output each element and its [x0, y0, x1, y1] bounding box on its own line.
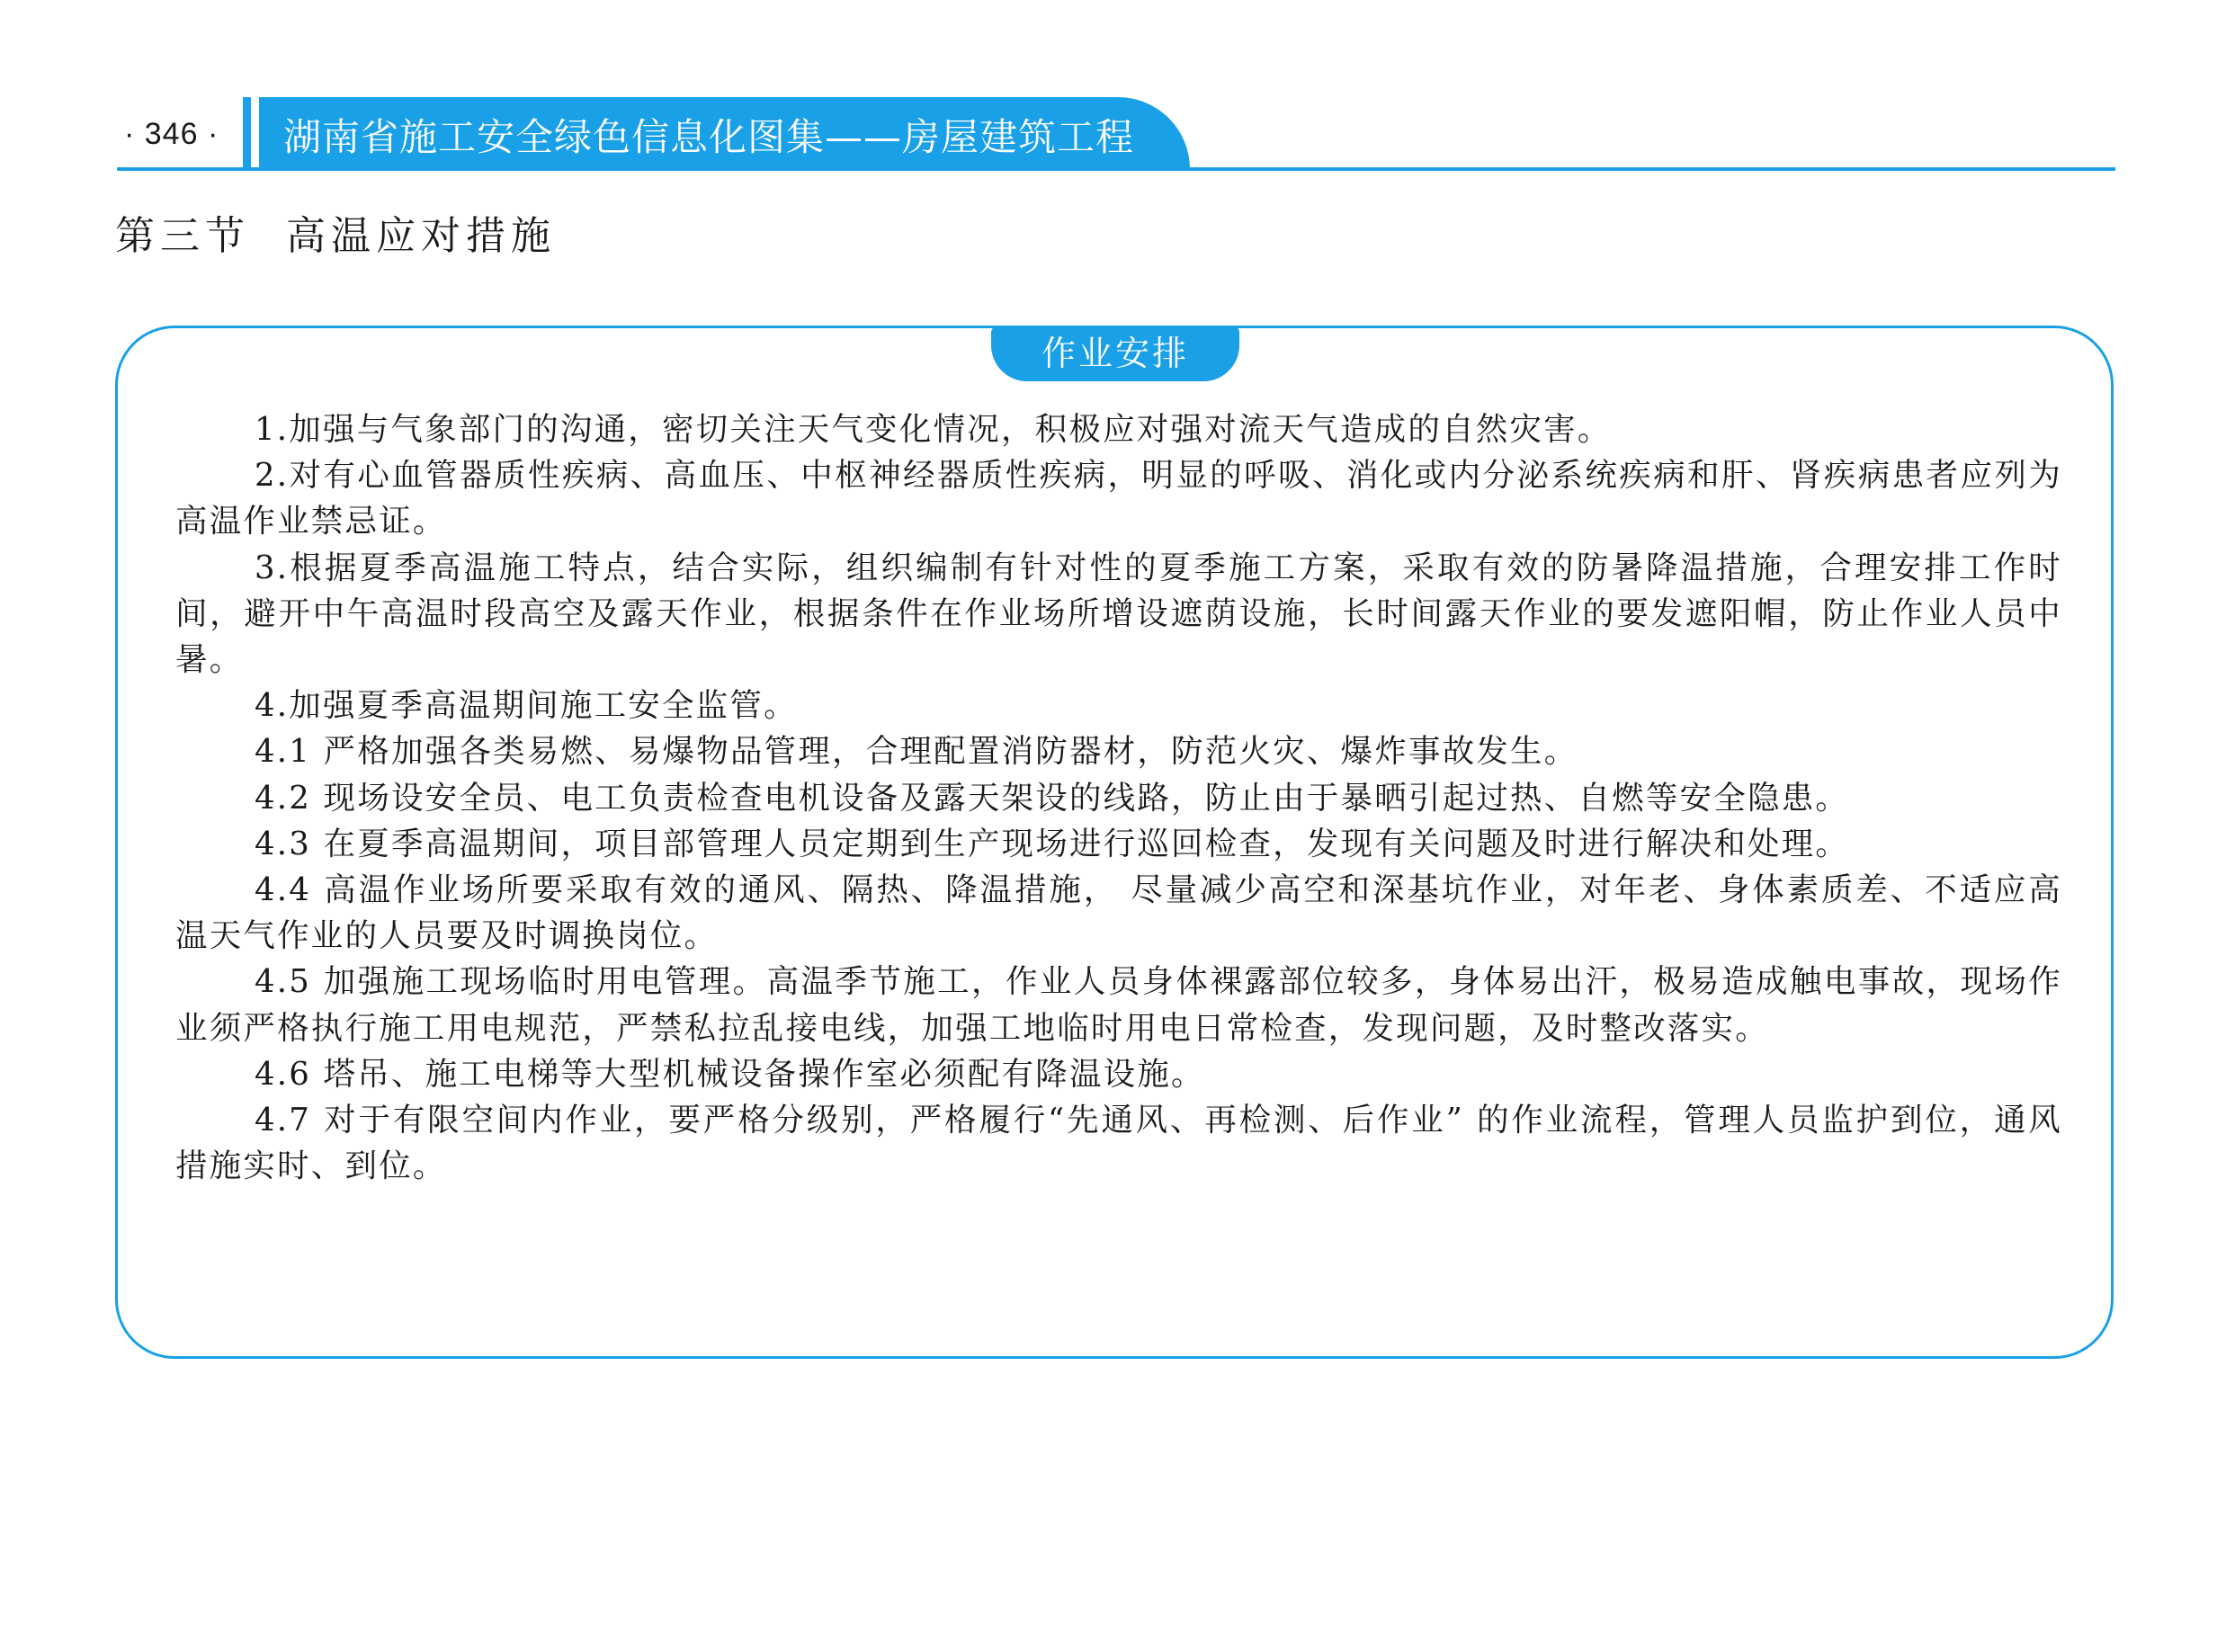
book-title: 湖南省施工安全绿色信息化图集——房屋建筑工程	[283, 115, 1135, 159]
page-header	[0, 0, 2226, 180]
paragraph-3: 3.根据夏季高温施工特点，结合实际，组织编制有针对性的夏季施工方案，采取有效的防暑降温措施，合理安排工作时间，避开中午高温时段高空及露天作业，根据条件在作业场所增设遮荫设施，长时间露天作业的要发遮阳帽，防止作业人员中暑。	[175, 549, 2062, 679]
paragraph-1: 1.加强与气象部门的沟通，密切关注天气变化情况，积极应对强对流天气造成的自然灾害。	[255, 411, 1612, 448]
paragraph-4-3: 4.3 在夏季高温期间，项目部管理人员定期到生产现场进行巡回检查，发现有关问题及时进行解决和处理。	[255, 825, 1850, 862]
header-accent-bar	[243, 97, 251, 169]
section-number: 第三节	[115, 213, 250, 259]
paragraph-4: 4.加强夏季高温期间施工安全监管。	[255, 687, 798, 725]
paragraph-4-4: 4.4 高温作业场所要采取有效的通风、隔热、降温措施， 尽量减少高空和深基坑作业，对年老、身体素质差、不适应高温天气作业的人员要及时调换岗位。	[175, 871, 2062, 955]
section-heading	[115, 203, 556, 261]
paragraph-4-2: 4.2 现场设安全员、电工负责检查电机设备及露天架设的线路，防止由于暴晒引起过热、自燃等安全隐患。	[255, 779, 1850, 817]
section-title: 高温应对措施	[286, 213, 556, 259]
paragraph-4-1: 4.1 严格加强各类易燃、易爆物品管理，合理配置消防器材，防范火灾、爆炸事故发生。	[255, 733, 1578, 771]
panel-body	[175, 406, 2062, 1189]
paragraph-4-5: 4.5 加强施工现场临时用电管理。高温季节施工，作业人员身体裸露部位较多，身体易出汗，极易造成触电事故，现场作业须严格执行施工用电规范，严禁私拉乱接电线，加强工地临时用电日常检查，发现问题，及时整改落实。	[175, 963, 2062, 1047]
paragraph-4-7: 4.7 对于有限空间内作业，要严格分级别，严格履行“先通风、再检测、后作业” 的作业流程，管理人员监护到位，通风措施实时、到位。	[175, 1102, 2062, 1185]
paragraph-4-6: 4.6 塔吊、施工电梯等大型机械设备操作室必须配有降温设施。	[255, 1055, 1205, 1093]
paragraph-2: 2.对有心血管器质性疾病、高血压、中枢神经器质性疾病，明显的呼吸、消化或内分泌系统疾病和肝、肾疾病患者应列为高温作业禁忌证。	[175, 457, 2062, 540]
panel-label: 作业安排	[991, 326, 1239, 381]
page-number: · 346 ·	[124, 117, 219, 151]
header-divider	[117, 167, 2115, 171]
